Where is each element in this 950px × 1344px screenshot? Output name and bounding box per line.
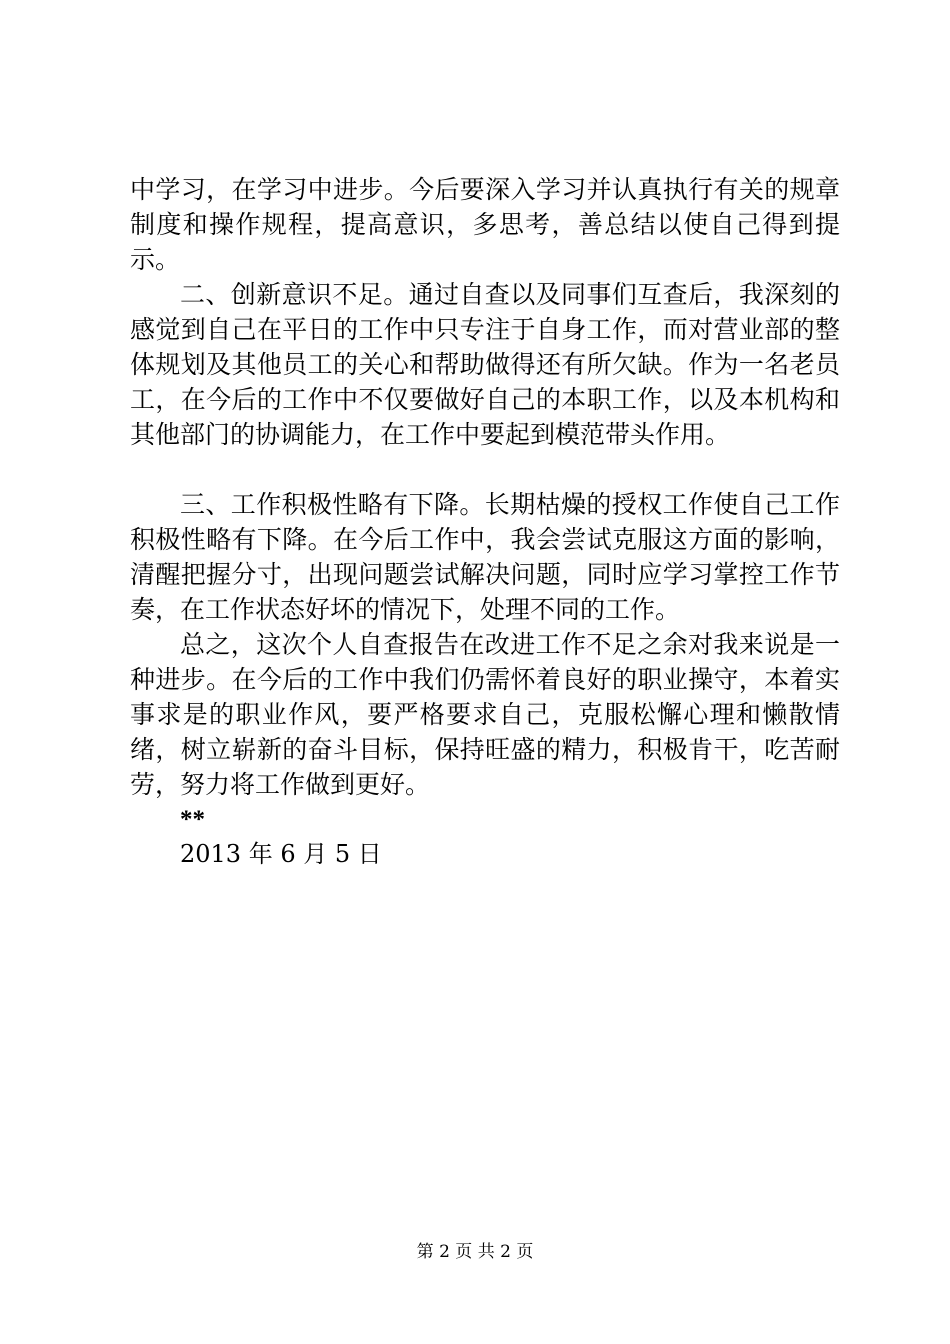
document-date: 2013 年 6 月 5 日 — [180, 840, 382, 868]
paragraph-continuation: 中学习，在学习中进步。今后要深入学习并认真执行有关的规章制度和操作规程，提高意识，多思考，善总结以使自己得到提示。 — [130, 175, 840, 274]
paragraph-summary: 总之，这次个人自查报告在改进工作不足之余对我来说是一种进步。在今后的工作中我们仍需怀着良好的职业操守，本着实事求是的职业作风，要严格要求自己，克服松懈心理和懒散情绪，树立崭新的奋斗目标，保持旺盛的精力，积极肯干，吃苦耐劳，努力将工作做到更好。 — [130, 630, 840, 799]
paragraph-innovation: 二、创新意识不足。通过自查以及同事们互查后，我深刻的感觉到自己在平日的工作中只专注于自身工作，而对营业部的整体规划及其他员工的关心和帮助做得还有所欠缺。作为一名老员工，在今后的工作中不仅要做好自己的本职工作，以及本机构和其他部门的协调能力，在工作中要起到模范带头作用。 — [130, 280, 840, 449]
paragraph-enthusiasm: 三、工作积极性略有下降。长期枯燥的授权工作使自己工作积极性略有下降。在今后工作中，我会尝试克服这方面的影响，清醒把握分寸，出现问题尝试解决问题，同时应学习掌控工作节奏，在工作状态好坏的情况下，处理不同的工作。 — [130, 490, 840, 624]
signer-name: ** — [180, 806, 205, 833]
page-footer: 第 2 页 共 2 页 — [416, 1242, 534, 1262]
document-body — [130, 172, 840, 872]
paragraph-gap — [130, 452, 840, 487]
